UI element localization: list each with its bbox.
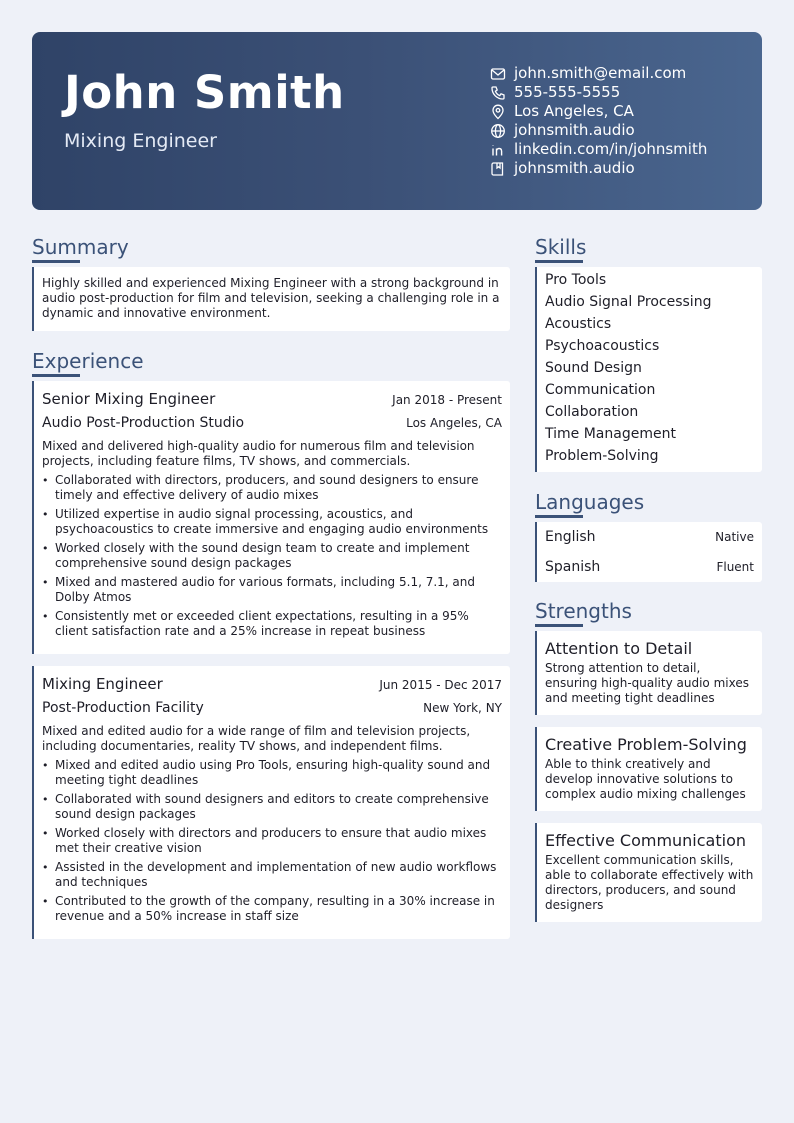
job-company-row [42, 700, 502, 716]
job-bullets [42, 758, 502, 924]
contact-location-text: Los Angeles, CA [514, 102, 634, 120]
contact-email[interactable] [490, 64, 752, 83]
portfolio-icon [490, 161, 506, 177]
strengths-underline [535, 624, 583, 627]
languages-card [535, 522, 762, 582]
strength-card [535, 727, 762, 811]
language-level: Fluent [716, 560, 754, 574]
job-title: Mixing Engineer [42, 675, 163, 693]
languages-heading: Languages [535, 490, 645, 514]
languages-underline [535, 515, 583, 518]
job-description: Mixed and edited audio for a wide range of film and television projects, including documentaries, reality TV shows, and independent films. [42, 724, 471, 753]
language-name: English [545, 529, 596, 545]
strengths-heading: Strengths [535, 599, 632, 623]
job-bullet: • Assisted in the development and implementation of new audio workflows and techniques [42, 860, 502, 890]
skill-item: Time Management [545, 426, 676, 442]
job-location: New York, NY [423, 701, 502, 715]
job-card [32, 381, 510, 654]
strength-description: Strong attention to detail, ensuring high-quality audio mixes and meeting tight deadlines [545, 661, 749, 705]
skill-item: Pro Tools [545, 272, 607, 288]
language-row [545, 552, 754, 582]
skill-item: Problem-Solving [545, 448, 659, 464]
job-bullet: • Collaborated with sound designers and editors to create comprehensive sound design packages [42, 792, 502, 822]
strength-title: Effective Communication [545, 831, 746, 850]
skills-heading: Skills [535, 235, 587, 259]
contact-phone-text: 555-555-5555 [514, 83, 621, 101]
job-bullet: • Mixed and mastered audio for various formats, including 5.1, 7.1, and Dolby Atmos [42, 575, 502, 605]
summary-text: Highly skilled and experienced Mixing Engineer with a strong background in audio post-production for film and television, seeking a challenging role in a dynamic and innovative environment. [42, 276, 500, 320]
job-bullet: • Contributed to the growth of the company, resulting in a 30% increase in revenue and a 50% increase in staff size [42, 894, 502, 924]
summary-heading: Summary [32, 235, 129, 259]
strength-description: Able to think creatively and develop innovative solutions to complex audio mixing challenges [545, 757, 746, 801]
skill-item: Sound Design [545, 360, 642, 376]
contact-email-text: john.smith@email.com [514, 64, 687, 82]
language-row [545, 522, 754, 552]
location-icon [490, 104, 506, 120]
experience-underline [32, 374, 80, 377]
job-bullet: • Mixed and edited audio using Pro Tools, ensuring high-quality sound and meeting tight deadlines [42, 758, 502, 788]
contact-linkedin-text: linkedin.com/in/johnsmith [514, 140, 708, 158]
job-company: Audio Post-Production Studio [42, 415, 245, 431]
skill-item: Acoustics [545, 316, 612, 332]
skill-item: Collaboration [545, 404, 639, 420]
skill-item: Audio Signal Processing [545, 294, 712, 310]
strength-title: Creative Problem-Solving [545, 735, 747, 754]
job-bullets [42, 473, 502, 639]
job-dates: Jan 2018 - Present [392, 393, 502, 407]
job-bullet: • Consistently met or exceeded client expectations, resulting in a 95% client satisfaction rate and a 25% increase in repeat business [42, 609, 502, 639]
summary-card [32, 267, 510, 331]
summary-underline [32, 260, 80, 263]
job-bullet: • Utilized expertise in audio signal processing, acoustics, and psychoacoustics to create immersive and engaging audio environments [42, 507, 502, 537]
language-name: Spanish [545, 559, 601, 575]
skill-item: Communication [545, 382, 656, 398]
job-bullet: • Worked closely with directors and producers to ensure that audio mixes met their creative vision [42, 826, 502, 856]
job-company-row [42, 415, 502, 431]
job-header [42, 675, 502, 693]
skill-item: Psychoacoustics [545, 338, 660, 354]
language-level: Native [715, 530, 754, 544]
experience-heading: Experience [32, 349, 144, 373]
strength-card [535, 631, 762, 715]
contact-portfolio-text: johnsmith.audio [514, 159, 635, 177]
candidate-title: Mixing Engineer [64, 130, 217, 152]
job-title: Senior Mixing Engineer [42, 390, 216, 408]
contact-website[interactable] [490, 121, 752, 140]
job-dates: Jun 2015 - Dec 2017 [379, 678, 502, 692]
job-card [32, 666, 510, 939]
strength-card [535, 823, 762, 922]
contact-list [490, 64, 752, 178]
linkedin-icon [490, 142, 506, 158]
job-bullet: • Worked closely with the sound design team to create and implement comprehensive sound design packages [42, 541, 502, 571]
skills-card [535, 267, 762, 472]
skills-underline [535, 260, 583, 263]
job-description: Mixed and delivered high-quality audio for numerous film and television projects, including feature films, TV shows, and commercials. [42, 439, 475, 468]
contact-portfolio[interactable] [490, 159, 752, 178]
job-location: Los Angeles, CA [406, 416, 502, 430]
job-company: Post-Production Facility [42, 700, 204, 716]
strength-title: Attention to Detail [545, 639, 693, 658]
globe-icon [490, 123, 506, 139]
phone-icon [490, 85, 506, 101]
strength-description: Excellent communication skills, able to collaborate effectively with directors, producers, and sound designers [545, 853, 754, 912]
job-header [42, 390, 502, 408]
contact-location [490, 102, 752, 121]
job-bullet: • Collaborated with directors, producers, and sound designers to ensure timely and effective delivery of audio mixes [42, 473, 502, 503]
contact-phone[interactable] [490, 83, 752, 102]
contact-website-text: johnsmith.audio [514, 121, 635, 139]
mail-icon [490, 66, 506, 82]
contact-linkedin[interactable] [490, 140, 752, 159]
candidate-name: John Smith [64, 66, 345, 119]
resume-header [32, 32, 762, 210]
